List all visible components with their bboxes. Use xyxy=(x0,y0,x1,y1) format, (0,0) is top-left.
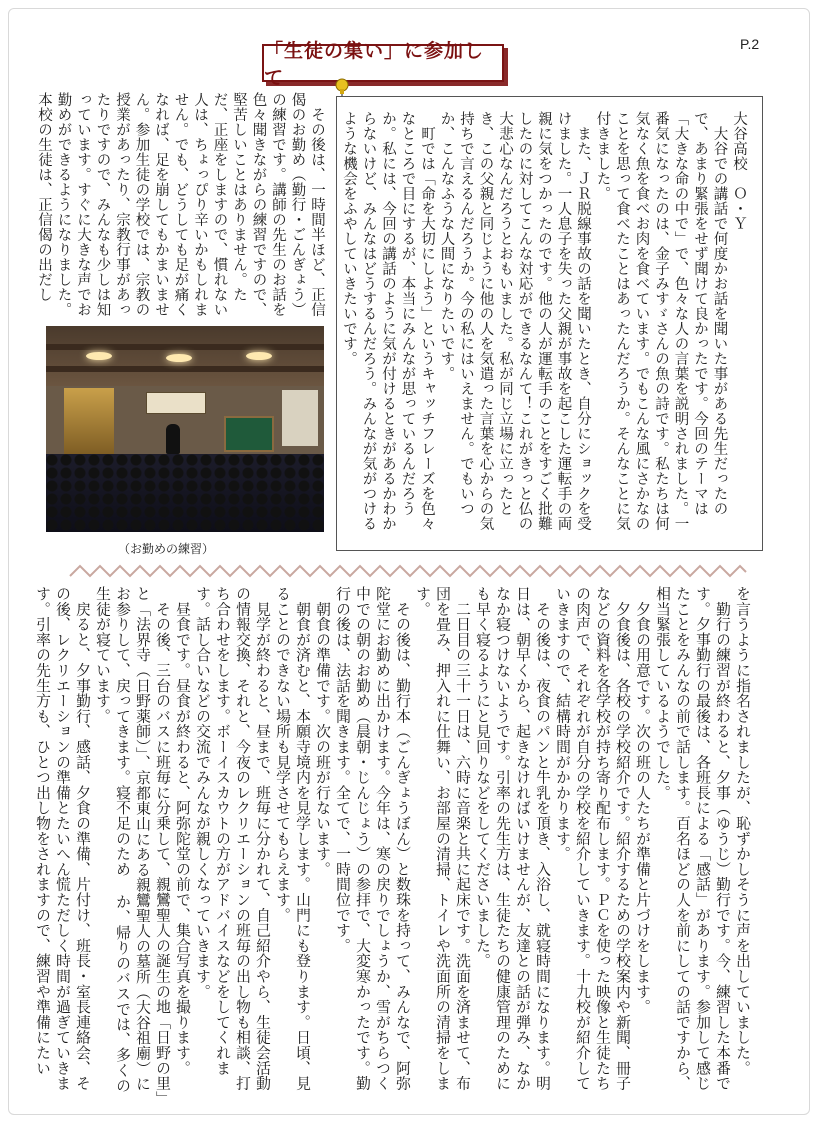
student-essay-box xyxy=(336,96,763,551)
report-column-text: その後は、一時間半ほど、正信偈のお勤め（勤行・ごんぎょう）の練習です。講師の先生のお話を色々聞きながらの練習ですので、堅苦しいことはありません。ただ、正座をしますので、慣れない人は、ちょっぴり辛いかもしれません。でも、どうしても足が痛くなれば、足を崩してもかまいません。参加生徒の学校では、宗教の授業があったり、宗教行事があったりですので、みんなも少しは知っています。すぐに大きな声でお勤めができるようになりました。本校の生徒は、正信偈の出だし xyxy=(36,92,325,317)
decorative-divider xyxy=(70,560,746,582)
article-title: 「生徒の集い」に参加して xyxy=(262,44,504,82)
essay-text: 大谷高校 Ｏ・Ｙ 大谷での講話で何度かお話を聞いた事がある先生だったので、あまり緊張をせず聞けて良かったです。今回のテーマは「大きな命の中で」で、色々な人の言葉を説明されました。一番気になったのは、金子みすゞさんの魚の詩です。私たちは何気なく魚を食べお肉を食べています。でもこんな風にさかなのことを思って食べたことはあったんだろうか。そんなことに気付きました。 また、ＪＲ脱線事故の話を聞いたとき、自分にショックを受けました。一人息子を失った父親が事故を起こした運転手の両親に気をつかったのです。他の人が運転手のことをすごく批難したのに対してこんな対応ができるなんて！これがきっと仏の大悲心なんだろうとおもいました。私が同じ立場に立ったとき、この父親と同じように他の人を気遣った言葉を心からの気持ちで言えるんだろうか。今の私にはいえません。でもいつか、こんなふうな人間になりたいです。 町では「命を大切にしよう」というキャッチフレーズを色々なところで目にするが、本当にみんなが思っているんだろうか。私には、今回の講話のように気が付けるときがあるかわからないけど、みんなはどうするんだろう。みんなが気がつけるような機会をふやしていきたいです。 xyxy=(341,111,747,531)
report-bottom-text: を言うように指名されましたが、恥ずかしそうに声を出していました。 勤行の練習が終わると、夕事（ゆうじ）勤行です。今、練習した本番です。夕事勤行の最後は、各班長による「感話」があります。参加して感じたことをみんなの前で話します。百名ほどの人を前にしての話ですから、相当緊張しているようでした。 夕食の用意です。次の班の人たちが準備と片づけをします。 夕食後は、各校の学校紹介です。紹介するための学校案内や新聞、冊子などの資料を各学校が持ち寄り配布します。ＰＣを使った映像と生徒たちの肉声で、それぞれが自分の学校を紹介していきます。十九校が紹介していきますので、結構時間がかかります。 その後は、夜食のパンと牛乳を頂き、入浴し、就寝時間になります。明日は、朝早くから、起きなければいけませんが、友達との話が弾み、なかなか寝つけないようです。引率の先生方は、生徒たちの健康管理のためにも早く寝るようにと見回りなどをしてくださいました。 二日目の三十一日は、六時に音楽と共に起床です。洗面を済ませて、布団を畳み、押入れに仕舞い、お部屋の清掃、トイレや洗面所の清掃をします。 その後は、勤行本（ごんぎょうぼん）と数珠を持って、みんなで、阿弥陀堂にお勤めに出かけます。今年は、寒の戻りでしょうか、雪がちらつく中での朝のお勤め（晨朝・じんじょう）の参拝で、大変寒かったです。勤行の後は、法話を聞きます。全てで、一時間位です。 朝食の準備です。次の班が行ないます。 朝食が済むと、本願寺境内を見学します。山門にも登ります。日頃、見ることのできない場所も見学させてもらえます。 見学が終わると、昼まで、班毎に分かれて、自己紹介やら、生徒会活動の情報交換、それと、今夜のレクリエーションの班毎の出し物も相談、打ち合わせをします。ボーイスカウトの方がアドバイスなどをしてくれます。話し合いなどの交流でみんなが親しくなっていきます。 昼食です。昼食が終わると、阿弥陀堂の前で、集合写真を撮ります。 その後、三台のバスに班毎に分乗して、親鸞聖人の誕生の地「日野の里」と「法界寺（日野薬師）」、京都東山にある親鸞聖人の墓所（大谷祖廟）にお参りして、戻ってきます。寝不足のため か、帰りのバスでは、多くの生徒が寝ています。 戻ると、夕事勤行、感話、夕食の準備、片付け、班長・室長連絡会、その後、レクリエーションの準備とたいへん慌ただしく時間が過ぎていきます。引率の先生方も、ひとつ出し物をされますので、練習や準備にたい xyxy=(34,586,751,1099)
page-number: P.2 xyxy=(740,36,760,52)
practice-photo xyxy=(46,326,324,532)
photo-caption: （お勤めの練習） xyxy=(118,542,215,556)
